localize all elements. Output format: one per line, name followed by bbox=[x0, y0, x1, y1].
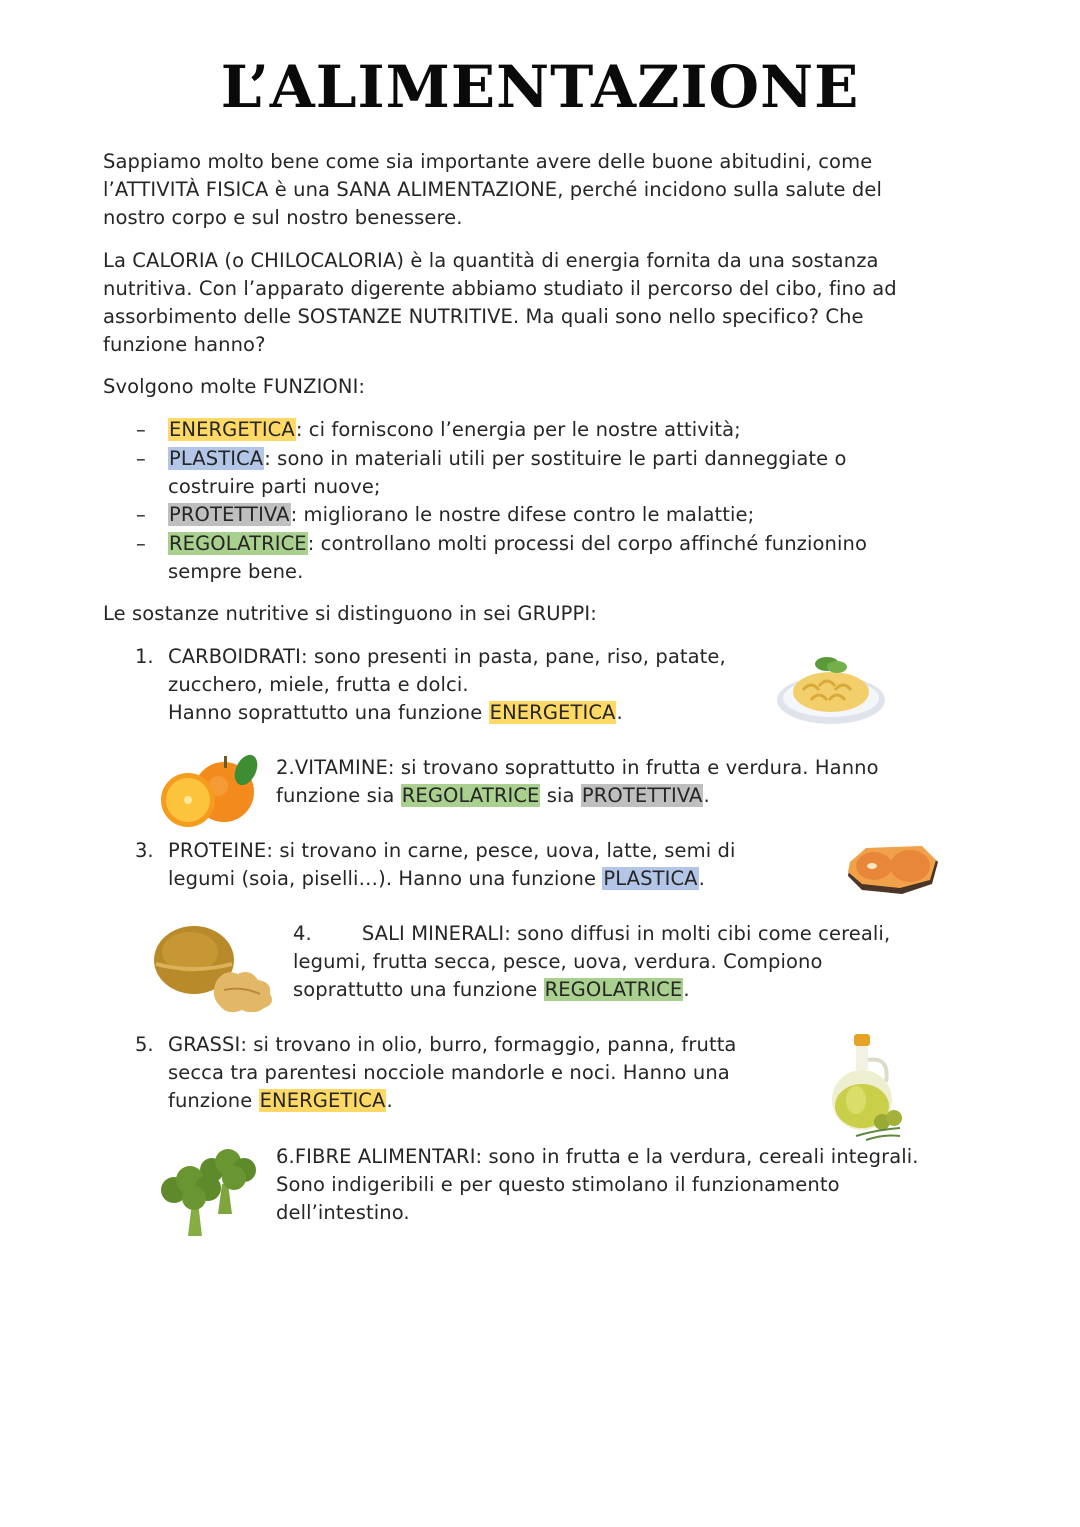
highlight-protettiva: PROTETTIVA bbox=[169, 503, 290, 526]
group-text: Hanno soprattutto una funzione bbox=[168, 701, 489, 724]
group-line: CARBOIDRATI: sono presenti in pasta, pane, riso, patate, bbox=[168, 645, 726, 668]
group-line: dell’intestino. bbox=[276, 1201, 410, 1224]
group-text: SALI MINERALI: sono diffusi in molti cibi come cereali, bbox=[361, 922, 891, 945]
page-title: L’ALIMENTAZIONE bbox=[220, 53, 860, 121]
group-number: 6. bbox=[276, 1145, 295, 1168]
highlight-regolatrice: REGOLATRICE bbox=[169, 532, 307, 555]
group-line bbox=[168, 865, 705, 893]
function-desc: : ci forniscono l’energia per le nostre attività; bbox=[295, 418, 741, 441]
highlight-energetica: ENERGETICA bbox=[169, 418, 295, 441]
function-item-regolatrice bbox=[168, 530, 867, 558]
period: . bbox=[703, 784, 710, 807]
meat-steak-icon bbox=[842, 842, 942, 898]
bullet-dash: – bbox=[136, 503, 146, 526]
highlight-protettiva: PROTETTIVA bbox=[581, 784, 703, 807]
group-text: sia bbox=[540, 784, 581, 807]
group-line: zucchero, miele, frutta e dolci. bbox=[168, 673, 469, 696]
highlight-energetica: ENERGETICA bbox=[259, 1089, 386, 1112]
bullet-dash: – bbox=[136, 447, 146, 470]
group-line bbox=[276, 754, 879, 782]
function-desc-cont: costruire parti nuove; bbox=[168, 475, 381, 498]
intro-p2-line-3: assorbimento delle SOSTANZE NUTRITIVE. Ma quali sono nello specifico? Che bbox=[103, 305, 864, 328]
groups-intro: Le sostanze nutritive si distinguono in sei GRUPPI: bbox=[103, 602, 597, 625]
highlight-plastica: PLASTICA bbox=[603, 867, 698, 890]
intro-p1-line-3: nostro corpo e sul nostro benessere. bbox=[103, 206, 463, 229]
group-text: funzione bbox=[168, 1089, 259, 1112]
bullet-dash: – bbox=[136, 418, 146, 441]
group-line bbox=[293, 920, 890, 948]
group-number: 1. bbox=[135, 645, 154, 668]
group-line: secca tra parentesi nocciole mandorle e noci. Hanno una bbox=[168, 1061, 730, 1084]
group-text: legumi (soia, piselli…). Hanno una funzione bbox=[168, 867, 603, 890]
group-text: VITAMINE: si trovano soprattutto in frutta e verdura. Hanno bbox=[294, 756, 879, 779]
bullet-dash: – bbox=[136, 532, 146, 555]
highlight-regolatrice: REGOLATRICE bbox=[401, 784, 540, 807]
group-line: PROTEINE: si trovano in carne, pesce, uova, latte, semi di bbox=[168, 839, 736, 862]
period: . bbox=[698, 867, 705, 890]
group-number: 3. bbox=[135, 839, 154, 862]
highlight-energetica: ENERGETICA bbox=[489, 701, 616, 724]
function-desc: : migliorano le nostre difese contro le malattie; bbox=[290, 503, 755, 526]
intro-p2-line-4: funzione hanno? bbox=[103, 333, 266, 356]
group-line: GRASSI: si trovano in olio, burro, formaggio, panna, frutta bbox=[168, 1033, 737, 1056]
highlight-regolatrice: REGOLATRICE bbox=[544, 978, 683, 1001]
pasta-plate-icon bbox=[775, 650, 887, 728]
period: . bbox=[386, 1089, 393, 1112]
functions-intro: Svolgono molte FUNZIONI: bbox=[103, 375, 366, 398]
group-line: Sono indigeribili e per questo stimolano il funzionamento bbox=[276, 1173, 840, 1196]
group-line bbox=[293, 976, 690, 1004]
function-desc-cont: sempre bene. bbox=[168, 560, 304, 583]
intro-p2-line-2: nutritiva. Con l’apparato digerente abbiamo studiato il percorso del cibo, fino ad bbox=[103, 277, 897, 300]
broccoli-icon bbox=[156, 1144, 260, 1240]
group-text: soprattutto una funzione bbox=[293, 978, 544, 1001]
function-item-plastica bbox=[168, 445, 847, 473]
group-line: legumi, frutta secca, pesce, uova, verdura. Compiono bbox=[293, 950, 823, 973]
group-text: FIBRE ALIMENTARI: sono in frutta e la verdura, cereali integrali. bbox=[294, 1145, 919, 1168]
group-line bbox=[168, 1087, 393, 1115]
function-desc: : controllano molti processi del corpo affinché funzionino bbox=[307, 532, 868, 555]
olive-oil-icon bbox=[826, 1030, 910, 1142]
intro-p2-line-1: La CALORIA (o CHILOCALORIA) è la quantità di energia fornita da una sostanza bbox=[103, 249, 879, 272]
group-number: 2. bbox=[276, 756, 295, 779]
intro-p1-line-2: l’ATTIVITÀ FISICA è una SANA ALIMENTAZIONE, perché incidono sulla salute del bbox=[103, 178, 882, 201]
group-number: 4. bbox=[293, 922, 312, 945]
group-text: funzione sia bbox=[276, 784, 401, 807]
function-item-energetica bbox=[168, 416, 741, 444]
function-desc: : sono in materiali utili per sostituire le parti danneggiate o bbox=[264, 447, 847, 470]
highlight-plastica: PLASTICA bbox=[169, 447, 264, 470]
group-number: 5. bbox=[135, 1033, 154, 1056]
period: . bbox=[683, 978, 690, 1001]
group-line bbox=[276, 1143, 919, 1171]
orange-icon bbox=[158, 752, 263, 832]
intro-p1-line-1: Sappiamo molto bene come sia importante avere delle buone abitudini, come bbox=[103, 150, 873, 173]
group-line bbox=[168, 699, 623, 727]
function-item-protettiva bbox=[168, 501, 754, 529]
period: . bbox=[616, 701, 623, 724]
group-line bbox=[276, 782, 710, 810]
walnut-icon bbox=[150, 920, 276, 1012]
